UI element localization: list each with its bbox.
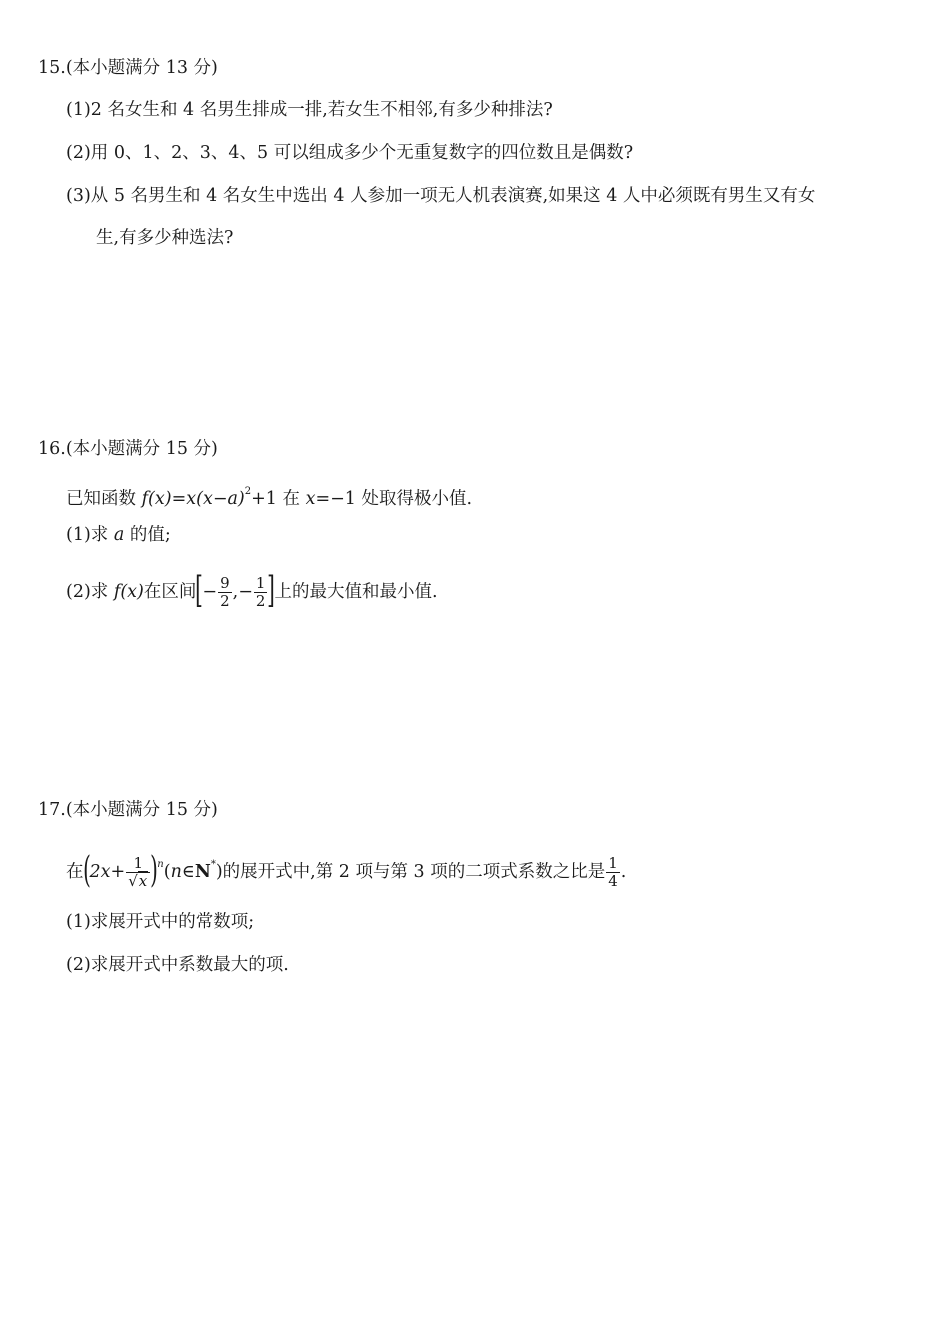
condition-n: n: [170, 862, 182, 882]
stem-prefix: 在: [66, 862, 84, 882]
left-bracket: [: [195, 569, 204, 611]
numerator: 1: [255, 574, 266, 592]
variable-a: a: [113, 525, 125, 545]
part-1-suffix: 的值;: [124, 525, 171, 545]
expr-part-b: a): [227, 489, 245, 509]
left-paren: (: [82, 849, 91, 891]
question-16-stem: [66, 480, 472, 511]
exponent-n: n: [157, 859, 164, 870]
question-15-part-3-line-1: (3)从 5 名男生和 4 名女生中选出 4 人参加一项无人机表演赛,如果这 4 人中必须既有男生又有女: [66, 186, 816, 206]
minus-sign: −: [212, 489, 228, 509]
comma-minus: ,−: [232, 582, 253, 602]
numerator: 1: [608, 854, 618, 872]
question-15-part-1: (1)2 名女生和 4 名男生排成一排,若女生不相邻,有多少种排法?: [66, 100, 553, 120]
denominator: [126, 873, 150, 890]
question-17-header: 17.(本小题满分 15 分): [38, 800, 218, 820]
fraction-one-quarter: [606, 855, 620, 890]
condition-close: ): [215, 862, 223, 882]
question-16-part-1: [66, 523, 171, 547]
question-17-stem: [66, 849, 627, 891]
sqrt-icon: √: [128, 872, 138, 890]
part-2-prefix: (2)求: [66, 582, 114, 602]
plus-term: +1 在: [251, 489, 306, 509]
period: .: [620, 862, 627, 882]
fraction-nine-halves: [218, 575, 232, 610]
question-15-header: 15.(本小题满分 13 分): [38, 58, 218, 78]
stem-suffix: 的展开式中,第 2 项与第 3 项的二项式系数之比是: [222, 862, 606, 882]
natural-numbers-symbol: N: [194, 862, 211, 882]
part-2-suffix: 上的最大值和最小值.: [274, 582, 438, 602]
function-f: f(x): [113, 582, 144, 602]
stem-suffix: =−1 处取得极小值.: [315, 489, 473, 509]
question-15-part-3-line-2: 生,有多少种选法?: [96, 228, 234, 248]
numerator: 9: [220, 574, 230, 592]
question-17-part-1: (1)求展开式中的常数项;: [66, 912, 255, 932]
star-superscript: *: [210, 859, 216, 870]
part-2-mid: 在区间: [143, 582, 197, 602]
part-1-prefix: (1)求: [66, 525, 114, 545]
variable-x: x: [305, 489, 316, 509]
fraction-one-half: [254, 575, 268, 610]
numerator: 1: [126, 855, 150, 873]
right-paren: ): [150, 849, 159, 891]
question-16-header: 16.(本小题满分 15 分): [38, 439, 218, 459]
minus-sign: −: [202, 582, 218, 602]
radicand: x: [138, 872, 148, 890]
denominator: 2: [220, 592, 230, 610]
term-2x: 2x+: [89, 862, 126, 882]
denominator: 2: [255, 592, 266, 610]
denominator: 4: [608, 872, 618, 890]
fraction-one-over-sqrt-x: [126, 855, 150, 890]
condition-open: (: [163, 862, 171, 882]
function-f: f(x): [141, 489, 172, 509]
question-17-part-2: (2)求展开式中系数最大的项.: [66, 955, 289, 975]
right-bracket: ]: [267, 569, 276, 611]
sqrt-expression: [128, 873, 148, 890]
stem-prefix: 已知函数: [66, 489, 142, 509]
element-of-sign: ∈: [181, 862, 195, 882]
exponent: 2: [244, 486, 252, 497]
question-16-part-2: [66, 569, 438, 611]
question-15-part-2: (2)用 0、1、2、3、4、5 可以组成多少个无重复数字的四位数且是偶数?: [66, 143, 634, 163]
equals-sign: =: [171, 489, 187, 509]
expr-part-a: x(x: [186, 489, 213, 509]
